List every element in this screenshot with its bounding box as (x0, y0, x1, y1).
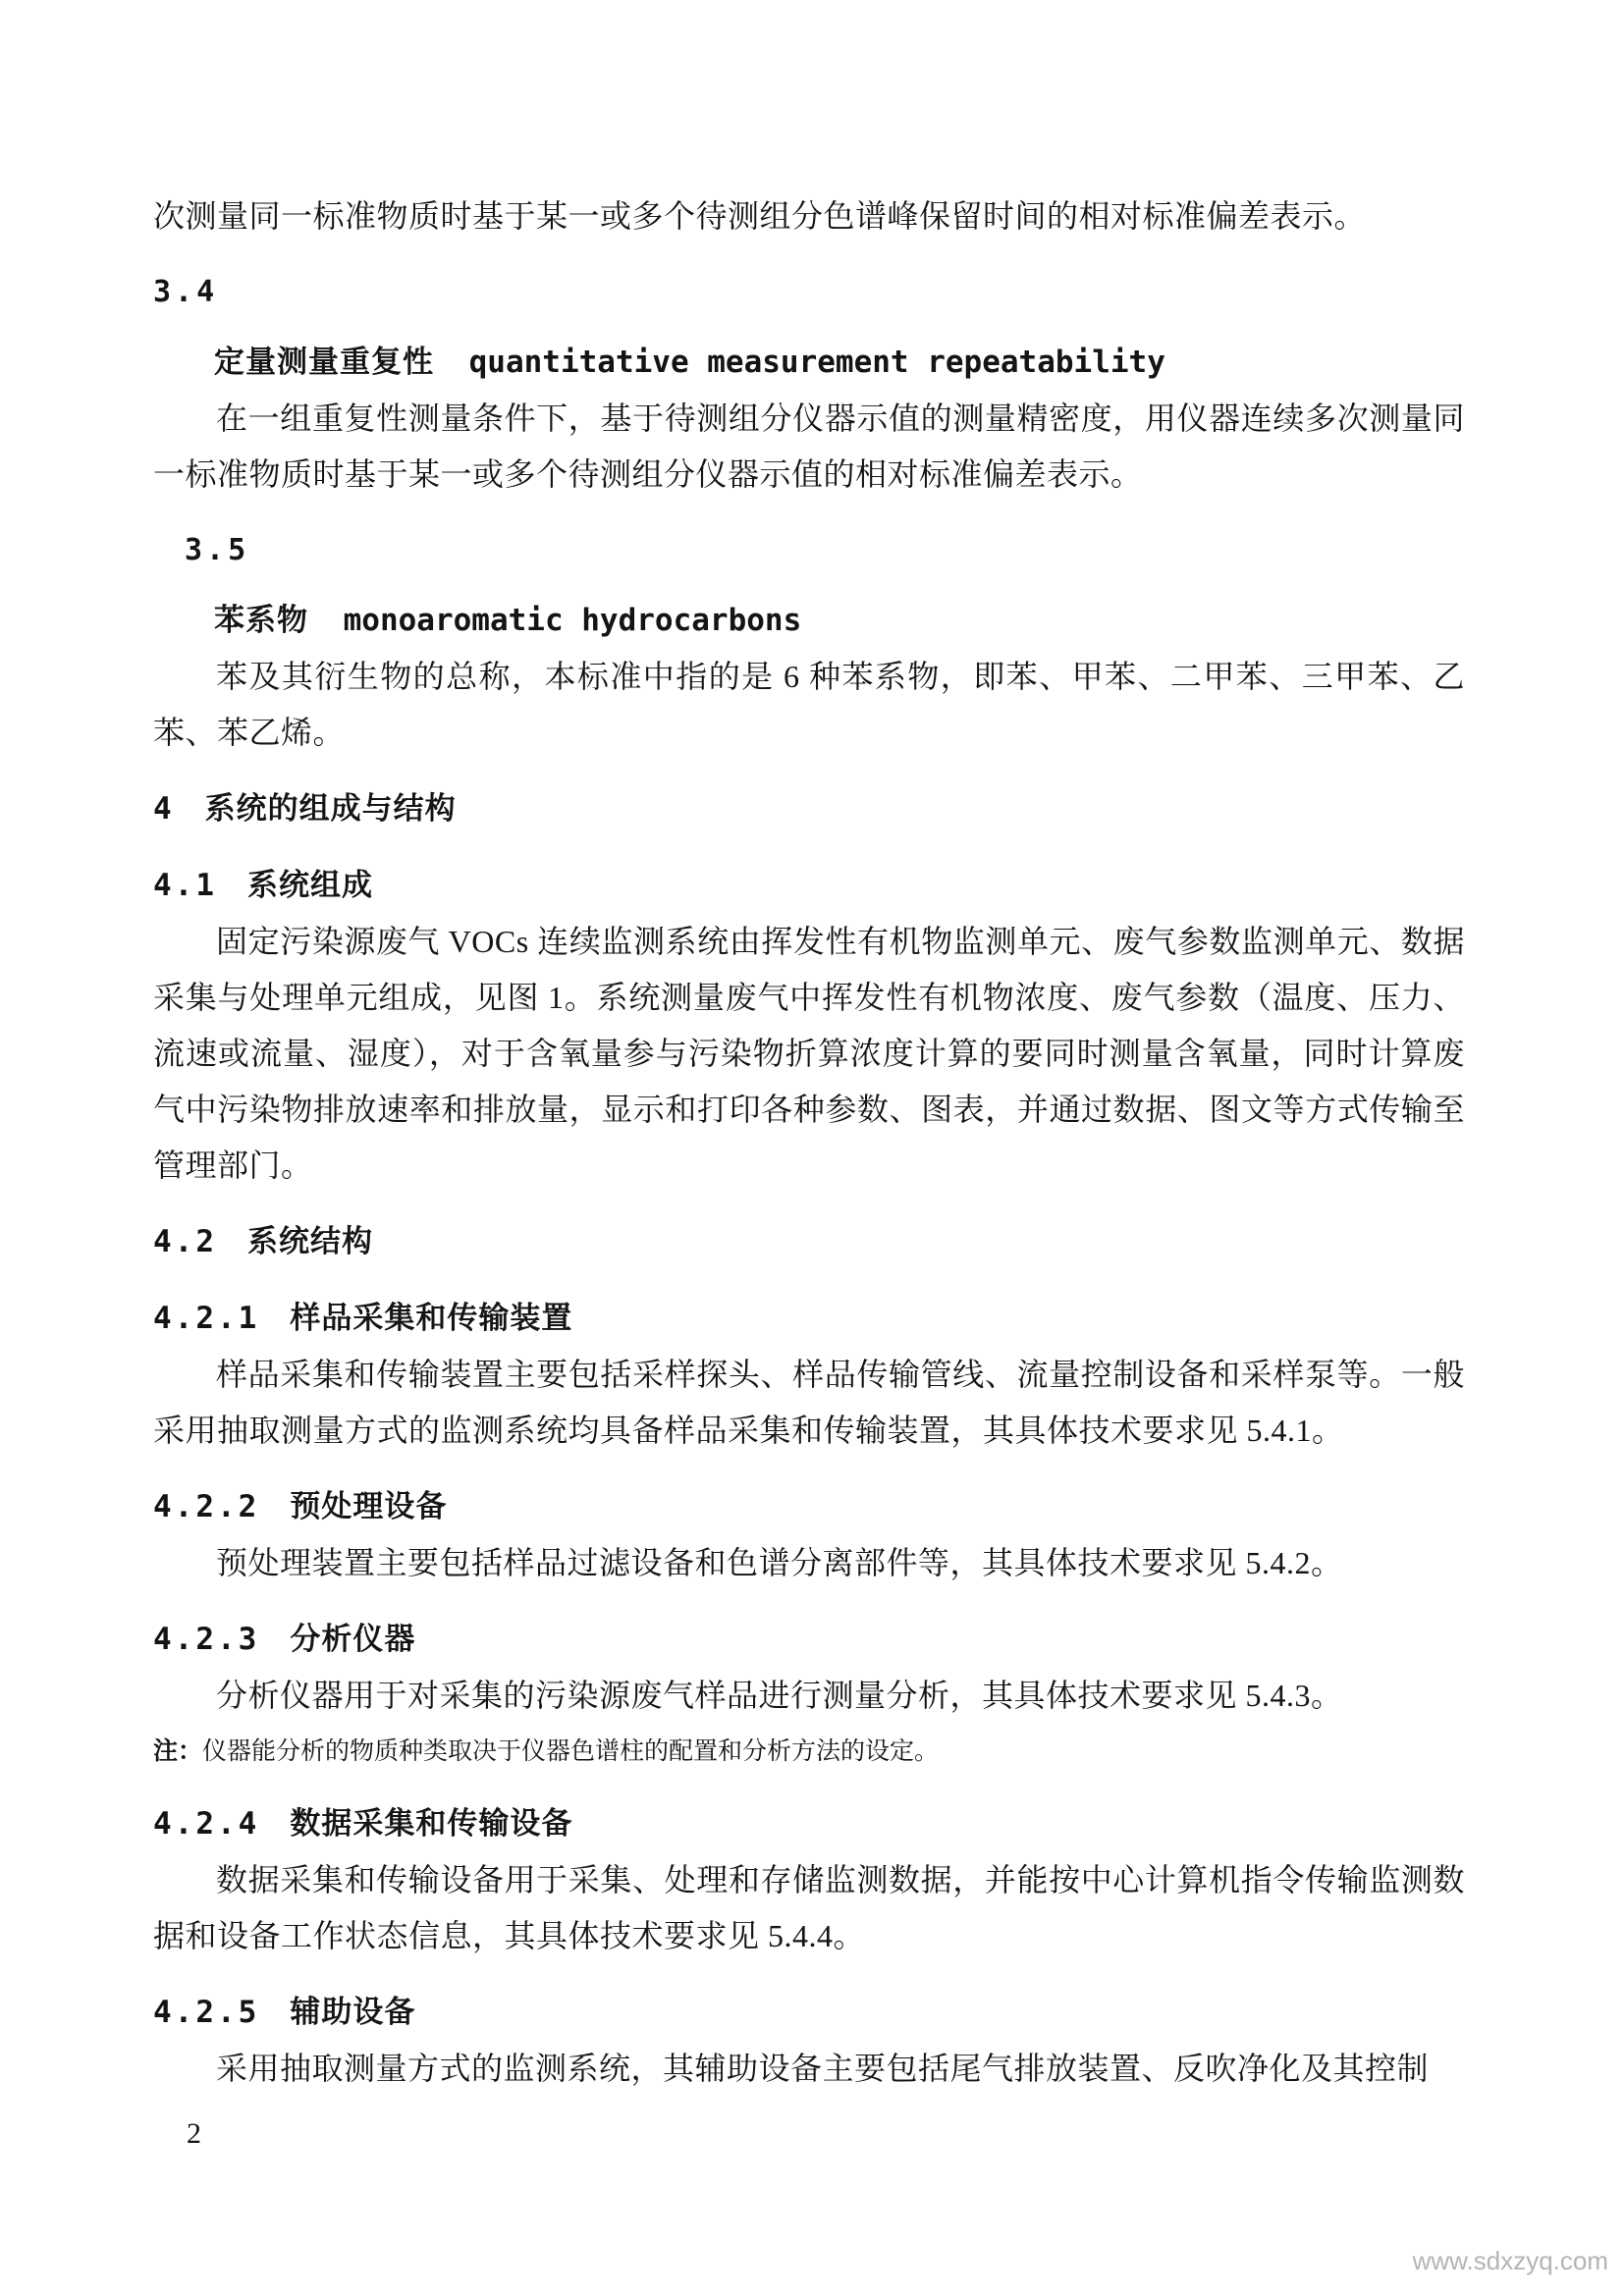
section-number: 4 (153, 791, 175, 827)
paragraph-4-2-5: 采用抽取测量方式的监测系统，其辅助设备主要包括尾气排放装置、反吹净化及其控制 (216, 2051, 1430, 2086)
paragraph-4-2-3: 分析仪器用于对采集的污染源废气样品进行测量分析，其具体技术要求见 5.4.3。 (216, 1678, 1343, 1713)
section-number-3-4: 3.4 (153, 275, 219, 309)
paragraph-4-2-4: 数据采集和传输设备用于采集、处理和存储监测数据，并能按中心计算机指令传输监测数据和设备工作状态信息，其具体技术要求见 5.4.4。 (153, 1862, 1465, 1953)
paragraph-3-5: 苯及其衍生物的总称，本标准中指的是 6 种苯系物，即苯、甲苯、二甲苯、三甲苯、乙苯、苯乙烯。 (153, 659, 1465, 750)
term-english: quantitative measurement repeatability (468, 345, 1165, 380)
term-heading-3-5 (153, 592, 1465, 649)
section-heading-4-2-4 (153, 1795, 1465, 1852)
section-title: 分析仪器 (290, 1622, 416, 1656)
section-number: 4.2.1 (153, 1301, 260, 1336)
section-title: 系统的组成与结构 (204, 791, 457, 826)
paragraph-3-4: 在一组重复性测量条件下，基于待测组分仪器示值的测量精密度，用仪器连续多次测量同一标准物质时基于某一或多个待测组分仪器示值的相对标准偏差表示。 (153, 400, 1465, 492)
section-number: 4.2.4 (153, 1806, 260, 1842)
section-title: 系统组成 (247, 868, 373, 902)
note-text: 仪器能分析的物质种类取决于仪器色谱柱的配置和分析方法的设定。 (202, 1738, 940, 1765)
section-number: 4.2 (153, 1224, 217, 1259)
note-label: 注： (153, 1737, 203, 1765)
section-heading-4-2-3 (153, 1611, 1465, 1668)
section-heading-4-2-2 (153, 1478, 1465, 1535)
section-title: 数据采集和传输设备 (290, 1806, 573, 1841)
section-heading-4-1 (153, 857, 1465, 914)
paragraph-4-1: 固定污染源废气 VOCs 连续监测系统由挥发性有机物监测单元、废气参数监测单元、数据采集与处理单元组成，见图 1。系统测量废气中挥发性有机物浓度、废气参数（温度、压力、流速或流量、湿度），对于含氧量参与污染物折算浓度计算的要同时测量含氧量，同时计算废气中污染物排放速率和排放量，显示和打印各种参数、图表，并通过数据、图文等方式传输至管理部门。 (153, 924, 1465, 1183)
section-heading-4-2-5 (153, 1984, 1465, 2041)
term-chinese: 苯系物 (214, 603, 308, 637)
term-heading-3-4 (153, 334, 1465, 391)
term-english: monoaromatic hydrocarbons (343, 603, 802, 638)
paragraph-4-2-2: 预处理装置主要包括样品过滤设备和色谱分离部件等，其具体技术要求见 5.4.2。 (216, 1545, 1343, 1580)
section-number: 4.2.2 (153, 1489, 260, 1524)
page-number: 2 (187, 2117, 201, 2150)
section-title: 预处理设备 (290, 1489, 448, 1523)
watermark: www.sdxzyq.com (1412, 2246, 1608, 2275)
paragraph-4-2-1: 样品采集和传输装置主要包括采样探头、样品传输管线、流量控制设备和采样泵等。一般采用抽取测量方式的监测系统均具备样品采集和传输装置，其具体技术要求见 5.4.1。 (153, 1357, 1465, 1448)
section-heading-4 (153, 780, 1465, 837)
term-chinese: 定量测量重复性 (214, 345, 434, 379)
section-number-3-5: 3.5 (185, 533, 250, 567)
section-number: 4.2.5 (153, 1995, 260, 2030)
section-number: 4.1 (153, 868, 217, 903)
section-title: 辅助设备 (290, 1995, 416, 2029)
section-title: 系统结构 (247, 1224, 373, 1258)
section-heading-4-2 (153, 1213, 1465, 1270)
note-4-2-3 (153, 1728, 1465, 1776)
continued-paragraph: 次测量同一标准物质时基于某一或多个待测组分色谱峰保留时间的相对标准偏差表示。 (153, 198, 1367, 234)
section-number: 4.2.3 (153, 1622, 260, 1657)
text-column (153, 188, 1465, 2097)
section-heading-4-2-1 (153, 1290, 1465, 1347)
section-title: 样品采集和传输装置 (290, 1301, 573, 1335)
